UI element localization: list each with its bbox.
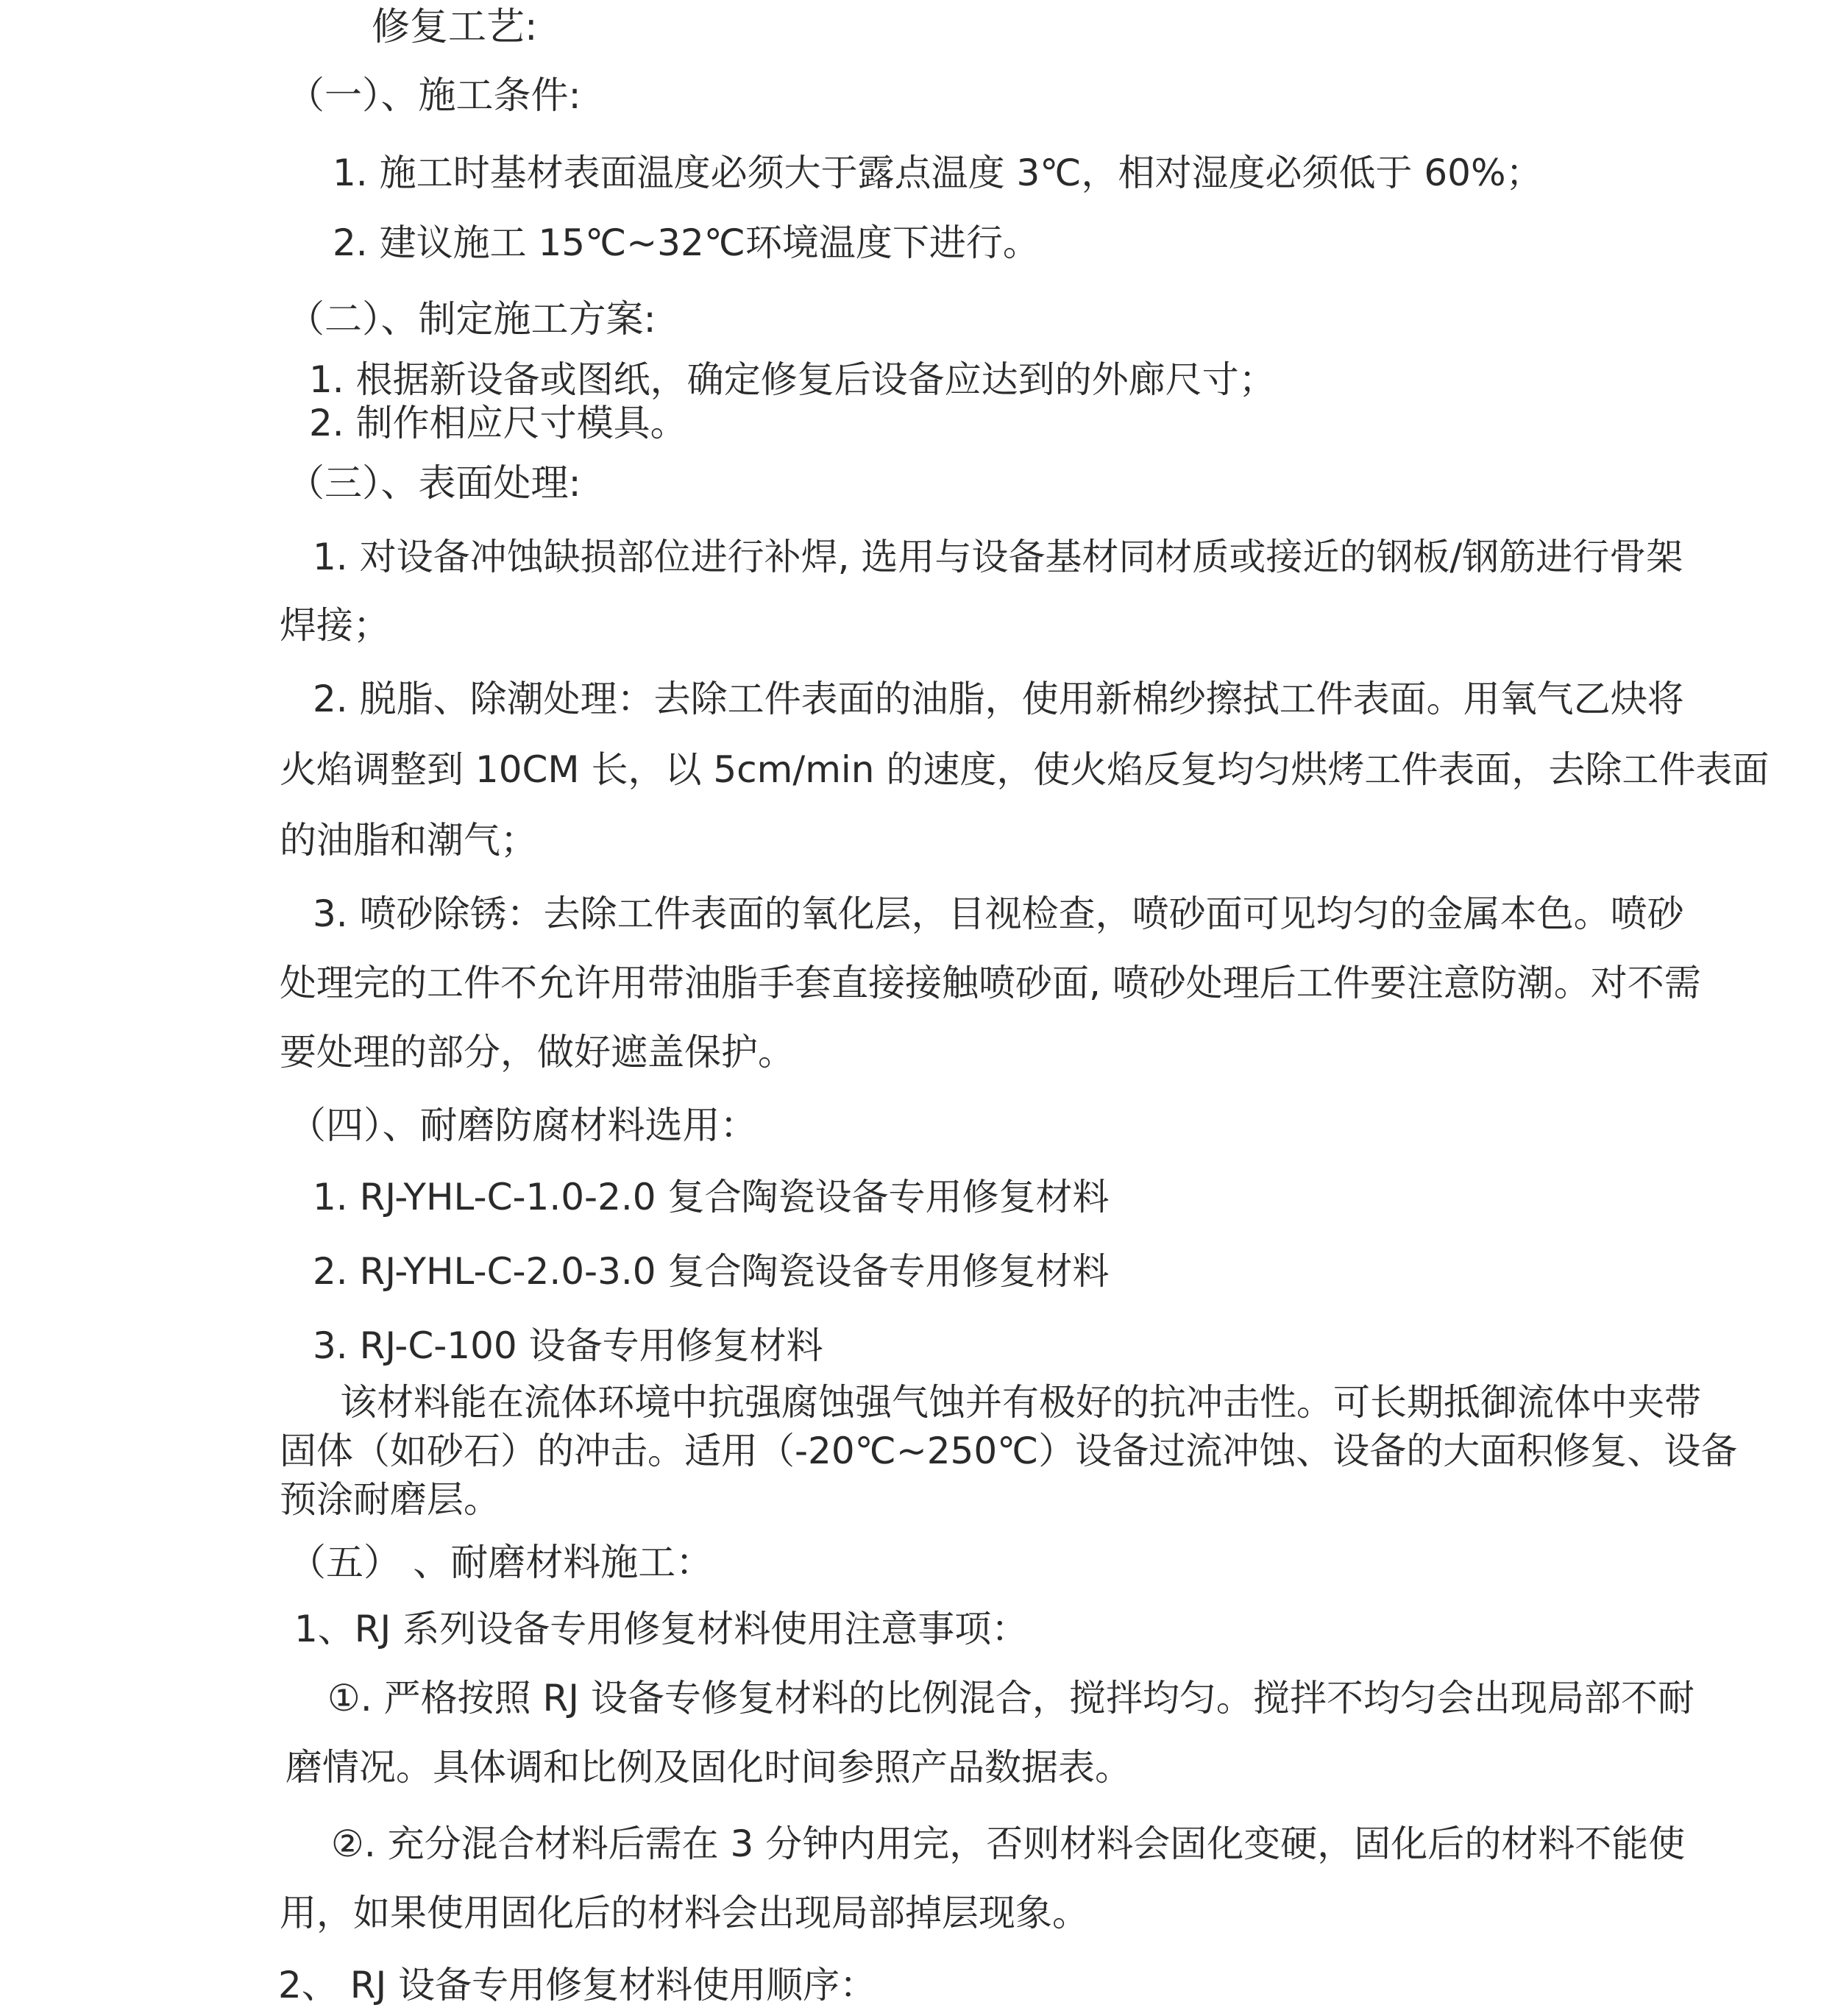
section-heading-3: （三）、表面处理:	[287, 462, 581, 505]
list-item: 1. 对设备冲蚀缺损部位进行补焊, 选用与设备基材同材质或接近的钢板/钢筋进行骨架	[313, 536, 1683, 578]
list-item: 1. 施工时基材表面温度必须大于露点温度 3℃，相对湿度必须低于 60%；	[333, 152, 1543, 194]
list-item: 1. 根据新设备或图纸，确定修复后设备应达到的外廊尺寸；	[309, 358, 1276, 401]
paragraph-continuation: 要处理的部分，做好遮盖保护。	[280, 1031, 795, 1073]
list-item: 1、RJ 系列设备专用修复材料使用注意事项：	[294, 1608, 1029, 1650]
paragraph-continuation: 处理完的工件不允许用带油脂手套直接接触喷砂面, 喷砂处理后工件要注意防潮。对不需	[280, 962, 1701, 1004]
paragraph-continuation: 的油脂和潮气；	[280, 819, 537, 862]
section-heading-4: （四）、耐磨防腐材料选用：	[288, 1104, 758, 1148]
section-heading-2: （二）、制定施工方案:	[287, 298, 656, 341]
list-item: ①. 严格按照 RJ 设备专修复材料的比例混合，搅拌均匀。搅拌不均匀会出现局部不耐	[327, 1677, 1695, 1719]
section-heading-5: （五） 、耐磨材料施工：	[288, 1541, 714, 1585]
paragraph-continuation: 预涂耐磨层。	[280, 1478, 500, 1521]
list-item: 2. 脱脂、除潮处理：去除工件表面的油脂，使用新棉纱擦拭工件表面。用氧气乙炔将	[313, 678, 1684, 720]
paragraph-continuation: 焊接；	[280, 604, 390, 647]
list-item: 2. 制作相应尺寸模具。	[309, 402, 687, 444]
paragraph-continuation: 磨情况。具体调和比例及固化时间参照产品数据表。	[285, 1746, 1132, 1789]
list-item: 3. 喷砂除锈：去除工件表面的氧化层，目视检查，喷砂面可见均匀的金属本色。喷砂	[313, 892, 1684, 935]
list-item: 2. 建议施工 15℃~32℃环境温度下进行。	[333, 221, 1040, 264]
paragraph-continuation: 固体（如砂石）的冲击。适用（-20℃~250℃）设备过流冲蚀、设备的大面积修复、设备	[280, 1430, 1738, 1472]
page-title: 修复工艺:	[372, 5, 538, 49]
list-item: ②. 充分混合材料后需在 3 分钟内用完，否则材料会固化变硬，固化后的材料不能使	[331, 1822, 1686, 1865]
list-item: 2. RJ-YHL-C-2.0-3.0 复合陶瓷设备专用修复材料	[313, 1250, 1110, 1293]
section-heading-1: （一）、施工条件:	[287, 74, 581, 118]
list-item: 1. RJ-YHL-C-1.0-2.0 复合陶瓷设备专用修复材料	[313, 1176, 1110, 1218]
paragraph: 该材料能在流体环境中抗强腐蚀强气蚀并有极好的抗冲击性。可长期抵御流体中夹带	[340, 1381, 1701, 1424]
paragraph-continuation: 用，如果使用固化后的材料会出现局部掉层现象。	[280, 1892, 1089, 1934]
list-item: 3. RJ-C-100 设备专用修复材料	[313, 1324, 823, 1367]
paragraph-continuation: 火焰调整到 10CM 长，以 5cm/min 的速度，使火焰反复均匀烘烤工件表面，去除工件表面	[280, 748, 1770, 791]
list-item: 2、 RJ 设备专用修复材料使用顺序：	[278, 1964, 877, 2006]
